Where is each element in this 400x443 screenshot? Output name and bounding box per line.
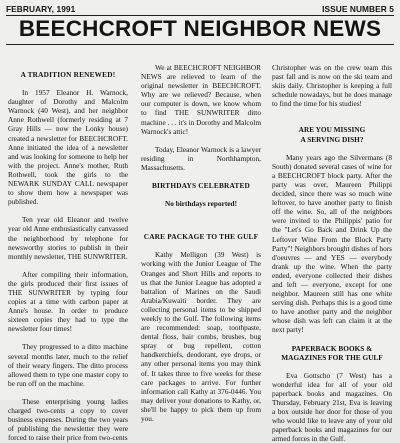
article-paragraph: Many years ago the Silvermans (8 South) donated several cases of wine for a BEECHCROFT block party. After the party was over, Maureen Philippi decided, since there was so much wine leftover, to have another party to finish off the wine. So, all of the neighbors were invited to the Philippis' patio for the "Let's Go Back and Drink Up the Leftover Wine From the Block Party Party"! Neighbors brought dishes of hors d'oeuvres — and YES — everybody drank up the wine. When the party ended, everyone collected their dishes and left — everyone, except for one neighbor. Maureen still has one white serving dish. Perhaps this is a good time to have another party and the neighbor whose dish was left can claim it at the next party! [272,152,392,335]
article-heading-serving-dish-line2: A SERVING DISH? [300,134,364,144]
issue-number: ISSUE NUMBER 5 [322,4,394,14]
article-paragraph: Kathy Melligon (39 West) is working with the Junior League of The Oranges and Short Hills and reports to us that the Junior League has adopted a battalion of Marines on the Saudi Arabia/Kuwaiti border. They are collecting personal items to be shipped weekly to the Gulf. The following items are recommended: soap, toothpaste, dental floss, hair combs, brushes, bug spray or bug repellent, cotton handkerchiefs, deodorant, eye drops, or any other personal items you may think of. It takes three to five weeks for these care packages to arrive. For further information call Kathy at 376-0446. You may deliver your donations to Kathy, or, she'll be happy to pick them up from you. [141,250,261,423]
issue-line [6,4,394,14]
article-paragraph: In 1957 Eleanor H. Warnock, daughter of Dorothy and Malcolm Warnock (40 West), and her neighbor Anne Rothwell (formerly residing at 7 Gray Hills — now the Lonky house) created a newsletter for BEECHCROFT. Anne initiated the idea of a newsletter and was looking for someone to help her with the project. Anne's mother, Ruth Rothwell, took the girls to the NEWARK SUNDAY CALL newspaper to show them how a newspaper was published. [8,88,128,207]
article-heading-tradition: A TRADITION RENEWED! [20,70,116,79]
article-paragraph: Eva Gottscho (7 West) has a wonderful idea for all of your old paperback books and magazines. On Thursday, February 21st, Eva is leaving a box outside her door for those of you who would like to leave any of your old paperback books and magazines for our armed forces in the Gulf. [272,370,392,443]
article-paragraph: Today, Eleanor Warnock is a lawyer residing in Northhampton, Massachusetts. [141,144,261,172]
masthead [0,0,400,63]
article-paragraph: They progressed to a ditto machine several months later, much to the relief of their weary fingers. The ditto process allowed them to type one master copy to be run off on the machine. [8,342,128,388]
column-1 [8,63,128,443]
article-paragraph: After compiling their information, the girls produced their first issues of THE SUNWRITER by typing four copies at a time with carbon paper at Anne's house. In order to produce sixteen copies they had to type the newsletter four times! [8,269,128,334]
article-paragraph: Christopher was on the crew team this past fall and is now on the ski team and skiis daily. Christopher is keeping a full schedule nowadays, but he does manage to find the time for his studies! [272,63,392,109]
article-heading-paperbacks: PAPERBACK BOOKS & [291,343,373,353]
masthead-bottom-rule [6,44,394,45]
article-paragraph: We at BEECHCROFT NEIGHBOR NEWS are relieved to learn of the original newsletter in BEECHCROFT. Why are we relieved? Because, when our computer is down, we know whom to find THE SUNWRITER ditto machine . . . it's in Dorothy and Malcolm Warnock's attic! [141,63,261,136]
article-heading-care-package: CARE PACKAGE TO THE GULF [143,232,259,242]
article-paragraph: These enterprising young ladies charged two-cents a copy to cover business expenses. During the two years of publishing the newsletter they were forced to raise their price from two-cents [8,396,128,443]
article-heading-serving-dish: ARE YOU MISSING [298,125,366,135]
column-2 [141,63,261,423]
article-heading-paperbacks-line2: MAGAZINES FOR THE GULF [281,352,383,362]
article-heading-birthdays: BIRTHDAYS CELEBRATED [151,181,251,191]
newsletter-title: BEECHCROFT NEIGHBOR NEWS [18,16,382,41]
issue-date: FEBRUARY, 1991 [6,4,76,14]
birthday-note: No birthdays reported! [164,199,238,209]
column-3 [272,63,392,443]
article-paragraph: Ten year old Eleanor and twelve year old Anne enthusiastically canvassed the neighborhood by telephone for newsworthy stories to publish in their monthly newsletter, THE SUNWRITER. [8,215,128,261]
